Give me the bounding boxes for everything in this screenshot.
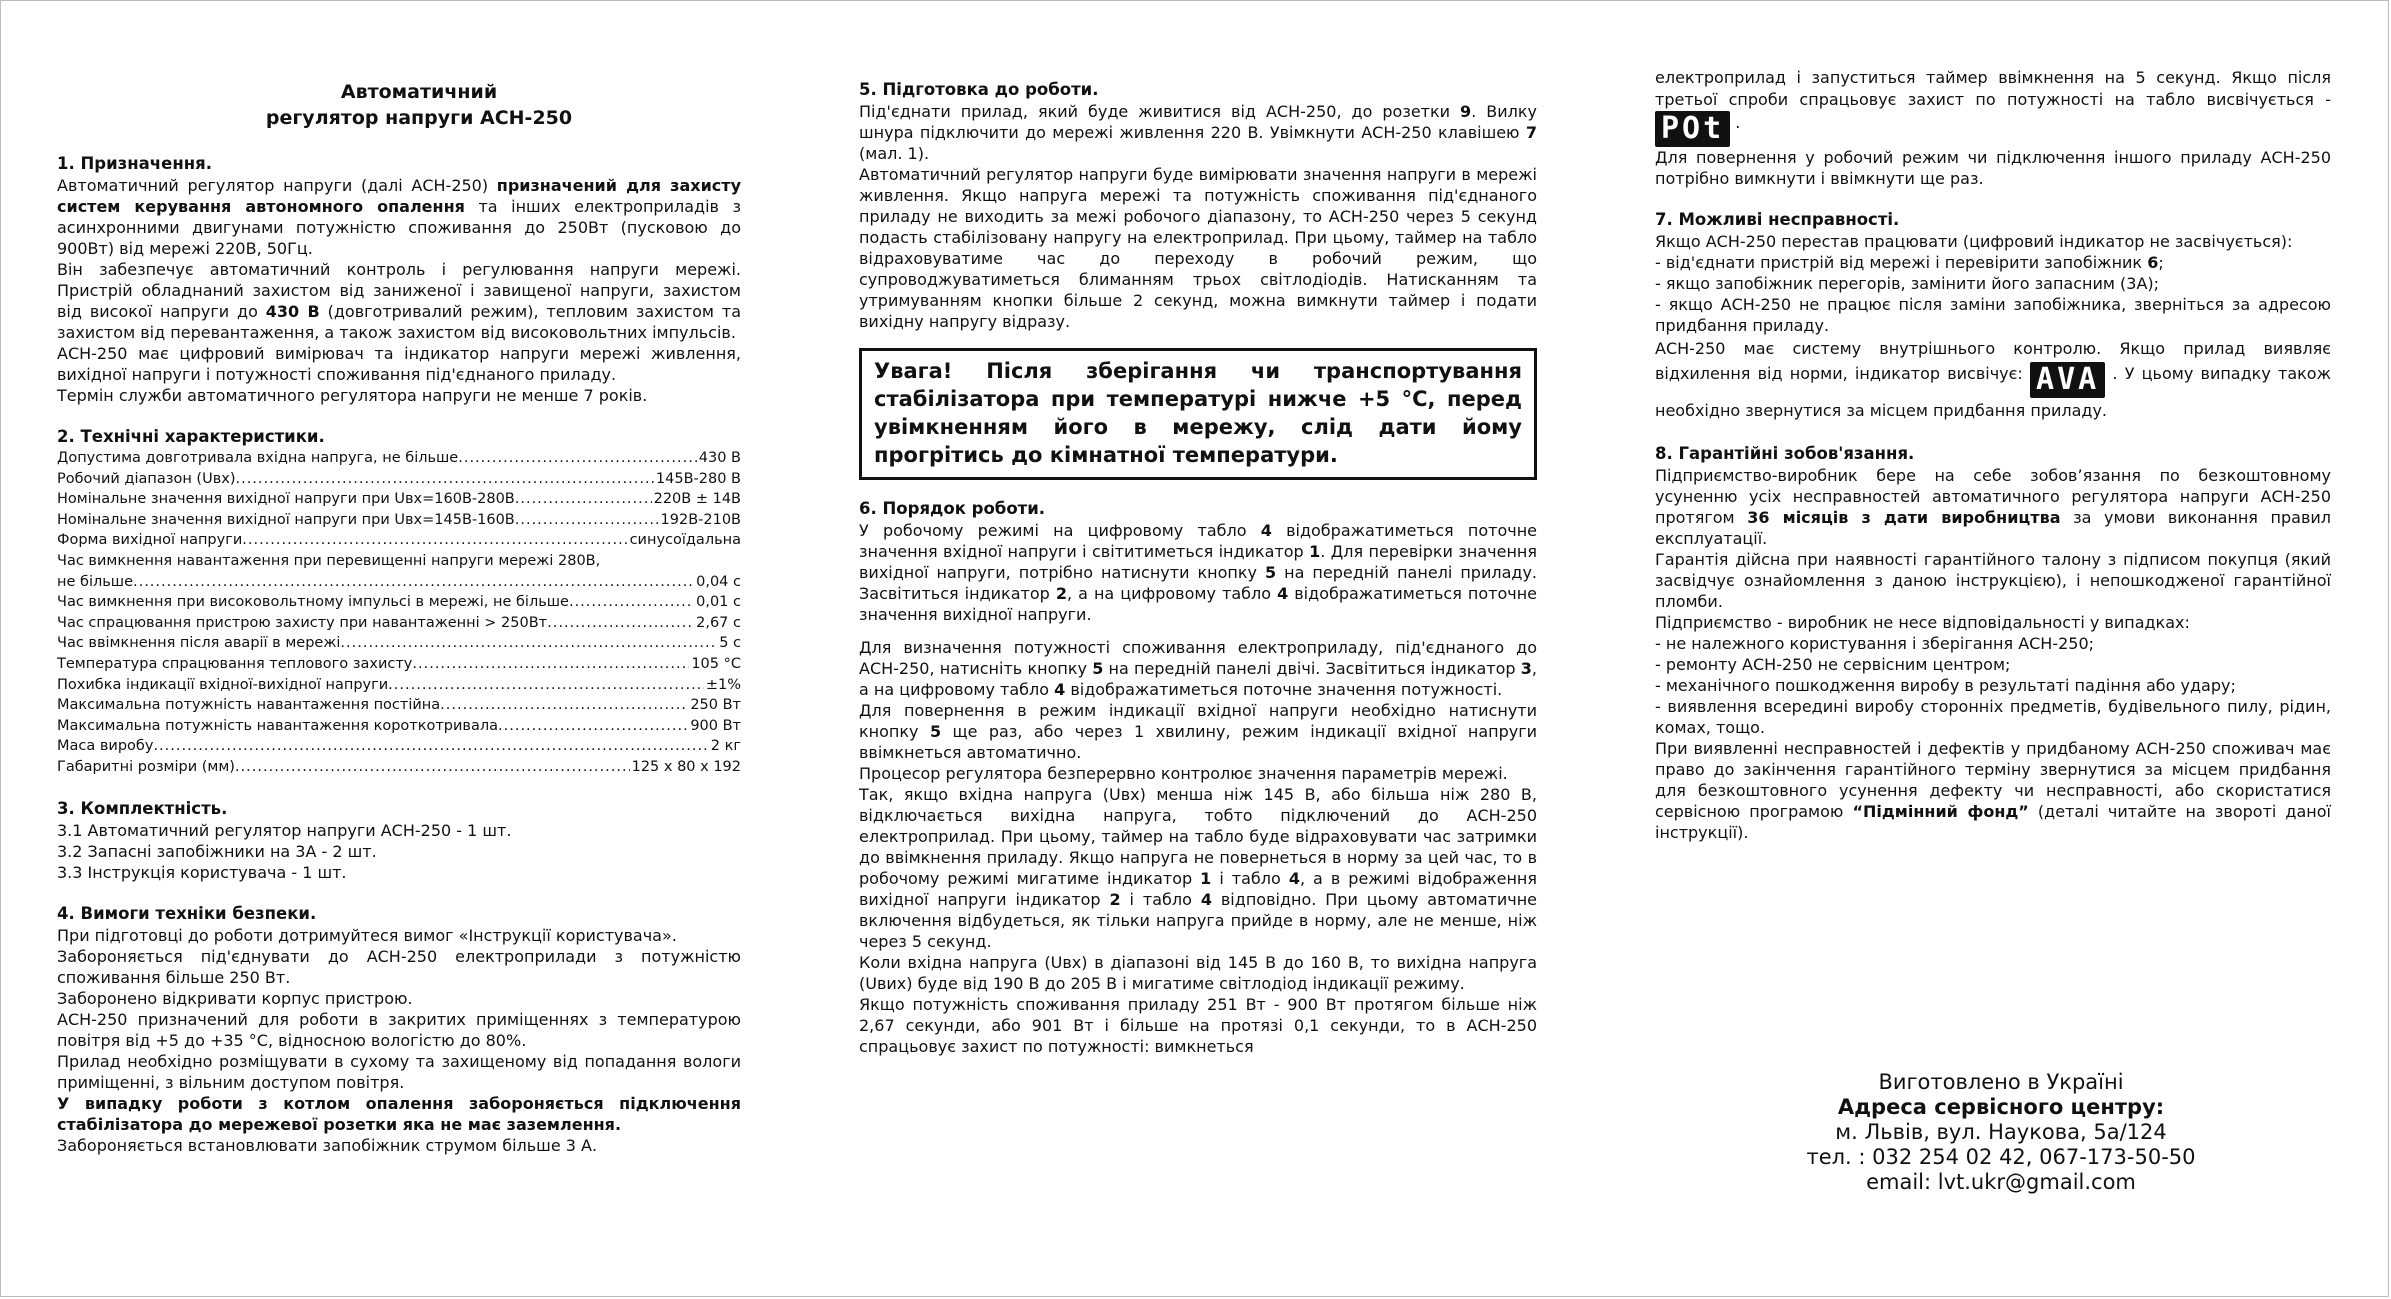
- spec-value: 125 х 80 х 192: [631, 758, 741, 775]
- spec-label: Номінальне значення вихідної напруги при Uвх=160В-280В: [57, 491, 515, 508]
- spec-label: Габаритні розміри (мм): [57, 758, 235, 775]
- display-pot-indicator: POt: [1655, 111, 1730, 147]
- section-6-para-3: Для повернення в режим індикації вхідної напруги необхідно натиснути кнопку 5 ще раз, або через 1 хвилину, режим індикації вхідної напруги ввімкнеться автоматично.: [859, 701, 1538, 762]
- spec-label: Час спрацювання пристрою захисту при навантаженні > 250Вт: [57, 614, 548, 631]
- spec-leader-dots: [388, 675, 704, 696]
- section-1-para-3: АСН-250 має цифровий вимірювач та індикатор напруги мережі живлення, вихідної напруги і потужності споживання під'єднаного приладу.: [57, 344, 741, 384]
- specs-list: [57, 448, 741, 778]
- spec-value: 105 °С: [691, 655, 741, 672]
- spec-row: [57, 654, 741, 675]
- kit-item-2: 3.2 Запасні запобіжники на 3А - 2 шт.: [57, 841, 377, 861]
- spec-leader-dots: [569, 592, 694, 613]
- section-8-para-4: При виявленні несправностей і дефектів у придбаному АСН-250 споживач має право до закінчення гарантійного терміну звернутися за місцем придбання для безкоштовного усунення дефекту чи несправності, або скористатися сервісною програмою “Підмінний фонд” (деталі читайте на звороті даної інструкції).: [1655, 739, 2331, 842]
- spec-leader-dots: [440, 695, 688, 716]
- section-6-continued-para: електроприлад і запуститься таймер ввімкнення на 5 секунд. Якщо після третьої спроби спрацьовує захист по потужності на табло висвічується - POt .: [1655, 68, 2331, 146]
- section-1-heading: 1. Призначення.: [57, 154, 212, 173]
- spec-leader-dots: [515, 489, 652, 510]
- spec-value: 2,67 с: [696, 614, 741, 631]
- spec-row: [57, 448, 741, 469]
- section-6-para-7: Якщо потужність споживання приладу 251 Вт - 900 Вт протягом більше ніж 2,67 секунди, або 901 Вт і більше на протязі 0,1 секунди, то в АСН-250 спрацьовує захист по потужності: вимкнеться: [859, 995, 1537, 1056]
- spec-value: 0,04 с: [696, 573, 741, 590]
- display-ava-indicator: AVA: [2030, 362, 2105, 398]
- spec-leader-dots: [547, 613, 694, 634]
- section-4-para-4: АСН-250 призначений для роботи в закритих приміщеннях з температурою повітря від +5 до +35 °С, відносною вологістю до 80%.: [57, 1009, 741, 1050]
- section-4-para-2: Забороняється під'єднувати до АСН-250 електроприлади з потужністю споживання більше 250 Вт.: [57, 946, 741, 987]
- section-4-para-7: Забороняється встановлювати запобіжник струмом більше 3 А.: [57, 1135, 598, 1155]
- spec-value: 430 В: [698, 450, 741, 466]
- service-center-heading: Адреса сервісного центру:: [1837, 1095, 2165, 1119]
- spec-row: [57, 530, 741, 551]
- spec-row: [57, 675, 741, 696]
- section-6-para-6: Коли вхідна напруга (Uвх) в діапазоні від 145 В до 160 В, то вихідна напруга (Uвих) буде від 190 В до 205 В і мигатиме світлодіод індикації режиму.: [859, 953, 1537, 993]
- spec-row: [57, 716, 741, 737]
- section-6-para-4: Процесор регулятора безперервно контролює значення параметрів мережі.: [859, 764, 1508, 783]
- spec-leader-dots: [235, 469, 653, 490]
- title-line-1: Автоматичний: [340, 81, 498, 103]
- spec-row: [57, 633, 741, 654]
- section-8-heading: 8. Гарантійні зобов'язання.: [1655, 444, 1915, 463]
- spec-value: синусоїдальна: [629, 532, 741, 549]
- warning-box: Увага! Після зберігання чи транспортування стабілізатора при температурі нижче +5 °С, перед увімкненням його в мережу, слід дати йому прогрітись до кімнатної температури.: [859, 348, 1537, 480]
- section-6-para-5: Так, якщо вхідна напруга (Uвх) менша ніж 145 В, або більша ніж 280 В, відключається вихідна напруга, тобто підключений до АСН-250 електроприлад. При цьому, таймер на табло буде відраховувати час затримки до ввімкнення приладу. Якщо напруга не повернеться в норму за цей час, то в робочому режимі мигатиме індикатор 1 і табло 4, а в режимі відображення вихідної напруги індикатор 2 і табло 4 відповідно. При цьому автоматичне включення відбудеться, як тільки напруга прийде в норму, але не менше, ніж через 5 секунд.: [859, 785, 1538, 951]
- spec-label: Максимальна потужність навантаження короткотривала: [57, 717, 499, 734]
- spec-label: Допустима довготривала вхідна напруга, не більше: [57, 450, 459, 466]
- section-6-heading: 6. Порядок роботи.: [859, 499, 1046, 518]
- section-8-para-1: Підприємство-виробник бере на себе зобов’язання по безкоштовному усуненню усіх несправностей автоматичного регулятора напруги АСН-250 протягом 36 місяців з дати виробництва за умови виконання правил експлуатації.: [1655, 466, 2332, 548]
- spec-label: Час ввімкнення після аварії в мережі: [57, 635, 341, 652]
- kit-item-1: 3.1 Автоматичний регулятор напруги АСН-250 - 1 шт.: [57, 820, 512, 840]
- section-4-para-3: Заборонено відкривати корпус пристрою.: [57, 988, 413, 1008]
- spec-leader-dots: [515, 510, 659, 531]
- spec-label: Максимальна потужність навантаження постійна: [57, 697, 441, 714]
- spec-label: Робочий діапазон (Uвх): [57, 470, 236, 487]
- spec-value: 900 Вт: [690, 717, 741, 734]
- spec-row: [57, 736, 741, 757]
- service-email: email: lvt.ukr@gmail.com: [1866, 1170, 2136, 1194]
- section-8-item-4: - виявлення всередині виробу сторонніх предметів, будівельного пилу, рідин, комах, тощо.: [1655, 697, 2331, 737]
- spec-label: Форма вихідної напруги: [57, 532, 243, 549]
- section-1-para-2: Він забезпечує автоматичний контроль і регулювання напруги мережі. Пристрій обладнаний захистом від заниженої і завищеної напруги, захистом від високої напруги до 430 В (довготривалий режим), тепловим захистом та захистом від перевантаження, а також захистом від високовольтних імпульсів.: [57, 260, 742, 342]
- spec-label: Маса виробу: [57, 738, 154, 755]
- spec-row: [57, 489, 741, 510]
- spec-value: 145В-280 В: [655, 470, 741, 487]
- spec-leader-dots: [242, 530, 627, 551]
- section-8-item-2: - ремонту АСН-250 не сервісним центром;: [1655, 655, 2011, 674]
- section-4-heading: 4. Вимоги техніки безпеки.: [57, 903, 317, 923]
- service-address: м. Львів, вул. Наукова, 5а/124: [1835, 1120, 2167, 1144]
- section-4-para-6: У випадку роботи з котлом опалення забороняється підключення стабілізатора до мережевої розетки яка не має заземлення.: [57, 1093, 741, 1134]
- spec-value: 192В-210В: [660, 511, 741, 528]
- spec-value: ±1%: [705, 676, 741, 693]
- spec-label: не більше: [57, 573, 133, 590]
- kit-item-3: 3.3 Інструкція користувача - 1 шт.: [57, 862, 347, 882]
- column-left: [57, 79, 741, 1156]
- section-7-heading: 7. Можливі несправності.: [1655, 210, 1900, 229]
- spec-label: Час вимкнення навантаження при перевищенні напруги мережі 280В,: [57, 552, 601, 569]
- section-6-para-1: У робочому режимі на цифровому табло 4 відображатиметься поточне значення вхідної напруги і світитиметься індикатор 1. Для перевірки значення вихідної напруги, потрібно натиснути кнопку 5 на передній панелі приладу. Засвітиться індикатор 2, а на цифровому табло 4 відображатиметься поточне значення вихідної напруги.: [859, 521, 1538, 624]
- spec-value: 0,01 с: [696, 594, 741, 611]
- section-4-para-5: Прилад необхідно розміщувати в сухому та захищеному від попадання вологи приміщенні, з вільним доступом повітря.: [57, 1051, 741, 1092]
- service-phone: тел. : 032 254 02 42, 067-173-50-50: [1806, 1145, 2196, 1169]
- section-8-item-1: - не належного користування і зберігання АСН-250;: [1655, 634, 2095, 653]
- spec-leader-dots: [235, 757, 630, 778]
- spec-row: [57, 572, 741, 593]
- made-in-ukraine: Виготовлено в Україні: [1878, 1070, 2124, 1094]
- document-title: [57, 79, 741, 131]
- section-7-item-2: - якщо запобіжник перегорів, замінити його запасним (3А);: [1655, 274, 2160, 293]
- spec-value: 250 Вт: [690, 697, 741, 714]
- spec-row: [57, 469, 741, 490]
- section-7-item-3: - якщо АСН-250 не працює після заміни запобіжника, зверніться за адресою придбання приладу.: [1655, 295, 2331, 335]
- spec-leader-dots: [498, 716, 688, 737]
- section-1-para-4: Термін служби автоматичного регулятора напруги не менше 7 років.: [57, 386, 648, 405]
- spec-label: Час вимкнення при високовольтному імпульсі в мережі, не більше: [57, 594, 569, 611]
- spec-leader-dots: [133, 572, 694, 593]
- section-8-para-2: Гарантія дійсна при наявності гарантійного талону з підписом покупця (який засвідчує ознайомлення з даною інструкцією), і непошкодженої гарантійної пломби.: [1655, 550, 2331, 611]
- manufacturer-contacts: [1741, 1070, 2261, 1195]
- spec-row: [57, 695, 741, 716]
- spec-row: [57, 613, 741, 634]
- section-5-para-2: Автоматичний регулятор напруги буде вимірювати значення напруги в мережі живлення. Якщо напруга мережі та потужність споживання під'єднаного приладу не виходить за межі робочого діапазону, то АСН-250 через 5 секунд подасть стабілізовану напругу на електроприлад. При цьому, таймер на табло відраховуватиме час до переходу в робочий режим, що супроводжуватиметься блиманням трьох світлодіодів. Натисканням та утримуванням кнопки більше 2 секунд, можна вимкнути таймер і подати вихідну напругу відразу.: [859, 165, 1537, 331]
- spec-row: [57, 757, 741, 778]
- section-3-heading: 3. Комплектність.: [57, 798, 228, 818]
- section-2-heading: 2. Технічні характеристики.: [57, 427, 325, 446]
- spec-row: [57, 510, 741, 531]
- section-8-item-3: - механічного пошкодження виробу в результаті падіння або удару;: [1655, 676, 2236, 695]
- spec-leader-dots: [412, 654, 689, 675]
- spec-value: 220В ± 14В: [653, 491, 741, 508]
- spec-label: Температура спрацювання теплового захисту: [57, 655, 413, 672]
- spec-label: Похибка індикації вхідної-вихідної напруги: [57, 676, 389, 693]
- spec-row: [57, 551, 741, 572]
- spec-value: 5 с: [719, 635, 741, 652]
- title-line-2: регулятор напруги АСН-250: [265, 107, 573, 129]
- section-7-para-2: АСН-250 має систему внутрішнього контролю. Якщо прилад виявляє відхилення від норми, індикатор висвічує: AVA . У цьому випадку також необхідно звернутися за місцем придбання приладу.: [1655, 339, 2331, 420]
- section-6-para-2: Для визначення потужності споживання електроприладу, під'єднаного до АСН-250, натисніть кнопку 5 на передній панелі двічі. Засвітиться індикатор 3, а на цифровому табло 4 відображатиметься поточне значення потужності.: [859, 638, 1537, 699]
- spec-leader-dots: [153, 736, 708, 757]
- section-4-para-1: При підготовці до роботи дотримуйтеся вимог «Інструкції користувача».: [57, 925, 677, 945]
- spec-label: Номінальне значення вихідної напруги при Uвх=145В-160В: [57, 511, 515, 528]
- section-5-heading: 5. Підготовка до роботи.: [859, 80, 1099, 99]
- column-right: [1655, 67, 2331, 843]
- section-6-return-para: Для повернення у робочий режим чи підключення іншого приладу АСН-250 потрібно вимкнути і ввімкнути ще раз.: [1655, 148, 2331, 188]
- spec-value: 2 кг: [710, 738, 741, 755]
- spec-leader-dots: [458, 448, 697, 469]
- spec-row: [57, 592, 741, 613]
- section-7-para-1: Якщо АСН-250 перестав працювати (цифровий індикатор не засвічується):: [1655, 232, 2293, 251]
- section-7-item-1: - від'єднати пристрій від мережі і перевірити запобіжник 6;: [1655, 253, 2164, 272]
- column-middle: [859, 79, 1537, 1057]
- spec-leader-dots: [340, 633, 717, 654]
- section-8-para-3: Підприємство - виробник не несе відповідальності у випадках:: [1655, 613, 2190, 632]
- section-5-para-1: Під'єднати прилад, який буде живитися від АСН-250, до розетки 9. Вилку шнура підключити до мережі живлення 220 В. Увімкнути АСН-250 клавішею 7 (мал. 1).: [859, 102, 1538, 163]
- section-1-para-1: Автоматичний регулятор напруги (далі АСН-250) призначений для захисту систем керування автономного опалення та інших електроприладів з асинхронними двигунами потужністю споживання до 250Вт (пусковою до 900Вт) від мережі 220В, 50Гц.: [57, 176, 741, 258]
